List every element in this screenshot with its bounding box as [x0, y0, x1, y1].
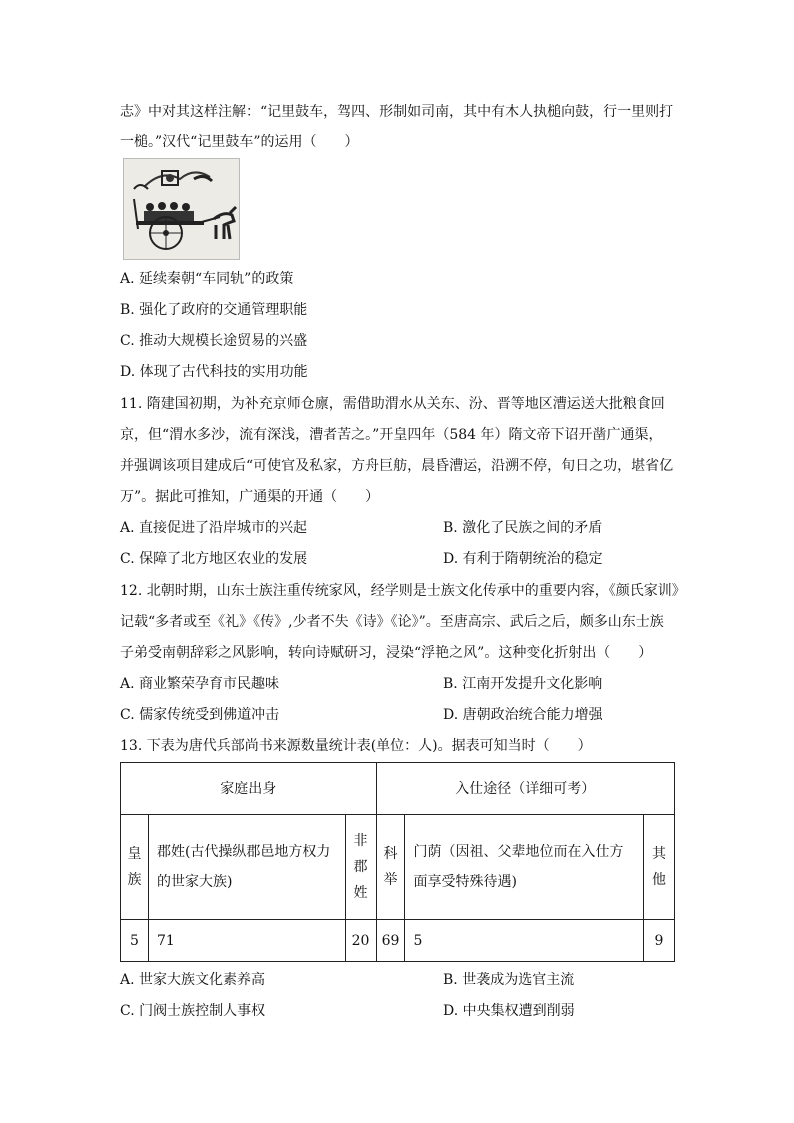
q13-stem: 13. 下表为唐代兵部尚书来源数量统计表(单位：人)。据表可知当时（ ） — [120, 738, 592, 754]
q11-option-b: B. 激化了民族之间的矛盾 — [443, 520, 603, 536]
header-keju — [376, 815, 405, 920]
chariot-drawing — [124, 159, 239, 259]
q10-option-d: D. 体现了古代科技的实用功能 — [120, 364, 308, 380]
bingbu-shangshu-source-table — [120, 762, 675, 962]
header-menyin — [405, 815, 644, 920]
header-menyin-text: 门荫（因祖、父辈地位而在入仕方面享受特殊待遇) — [413, 844, 624, 890]
q11-option-d: D. 有利于隋朝统治的稳定 — [443, 551, 603, 567]
q12-option-b: B. 江南开发提升文化影响 — [443, 676, 603, 692]
chariot-relief-image — [123, 158, 240, 260]
q13-option-b: B. 世袭成为选官主流 — [443, 972, 575, 988]
q12-option-d: D. 唐朝政治统合能力增强 — [443, 707, 603, 723]
q11-stem-line-4: 万”。据此可推知，广通渠的开通（ ） — [120, 489, 380, 505]
value-junxing: 71 — [148, 920, 345, 962]
value-feijunxing: 20 — [345, 920, 376, 962]
header-qita — [644, 815, 675, 920]
q10-option-c: C. 推动大规模长途贸易的兴盛 — [120, 333, 308, 349]
value-menyin: 5 — [405, 920, 644, 962]
header-junxing-text: 郡姓(古代操纵郡邑地方权力的世家大族) — [156, 844, 331, 890]
table-value-row — [121, 920, 675, 962]
table-subheader-row — [121, 815, 675, 920]
header-feijunxing-text: 非郡姓 — [353, 833, 368, 901]
q10-stem-line-2: 一槌。”汉代“记里鼓车”的运用（ ） — [120, 134, 359, 150]
q10-option-b: B. 强化了政府的交通管理职能 — [120, 302, 308, 318]
header-qita-text: 其他 — [652, 846, 666, 888]
table-group-header-row — [121, 763, 675, 815]
value-huangzu: 5 — [121, 920, 149, 962]
q12-option-c: C. 儒家传统受到佛道冲击 — [120, 707, 280, 723]
value-qita: 9 — [644, 920, 675, 962]
q11-stem-line-3: 并强调该项目建成后“可使官及私家，方舟巨舫，晨昏漕运，沿溯不停，旬日之功，堪省亿 — [120, 458, 674, 474]
q10-option-a: A. 延续秦朝“车同轨”的政策 — [120, 271, 294, 287]
q11-option-c: C. 保障了北方地区农业的发展 — [120, 551, 308, 567]
q11-option-a: A. 直接促进了沿岸城市的兴起 — [120, 520, 308, 536]
header-huangzu-text: 皇族 — [127, 846, 142, 888]
q13-option-a: A. 世家大族文化素养高 — [120, 972, 266, 988]
header-huangzu — [121, 815, 149, 920]
header-career-path: 入仕途径（详细可考） — [376, 763, 674, 815]
header-keju-text: 科举 — [383, 846, 398, 888]
q12-stem-line-3: 子弟受南朝辞彩之风影响，转向诗赋研习，浸染“浮艳之风”。这种变化折射出（ ） — [120, 645, 653, 661]
q13-option-d: D. 中央集权遭到削弱 — [443, 1003, 575, 1019]
header-feijunxing — [345, 815, 376, 920]
header-family-background: 家庭出身 — [121, 763, 377, 815]
q12-option-a: A. 商业繁荣孕育市民趣味 — [120, 676, 280, 692]
q12-stem-line-1: 12. 北朝时期，山东士族注重传统家风，经学则是士族文化传承中的重要内容，《颜氏家训》 — [120, 583, 686, 599]
q11-stem-line-1: 11. 隋建国初期，为补充京师仓廪，需借助渭水从关东、汾、晋等地区漕运送大批粮食回 — [120, 396, 665, 412]
value-keju: 69 — [376, 920, 405, 962]
q10-stem-line-1: 志》中对其这样注解：“记里鼓车，驾四、形制如司南，其中有木人执槌向鼓，行一里则打 — [120, 104, 674, 120]
header-junxing — [148, 815, 345, 920]
q11-stem-line-2: 京，但“渭水多沙，流有深浅，漕者苦之。”开皇四年（584 年）隋文帝下诏开凿广通渠， — [120, 427, 663, 443]
q12-stem-line-2: 记载“多者或至《礼》《传》,少者不失《诗》《论》”。至唐高宗、武后之后，颇多山东士族 — [120, 614, 664, 630]
q13-option-c: C. 门阀士族控制人事权 — [120, 1003, 266, 1019]
